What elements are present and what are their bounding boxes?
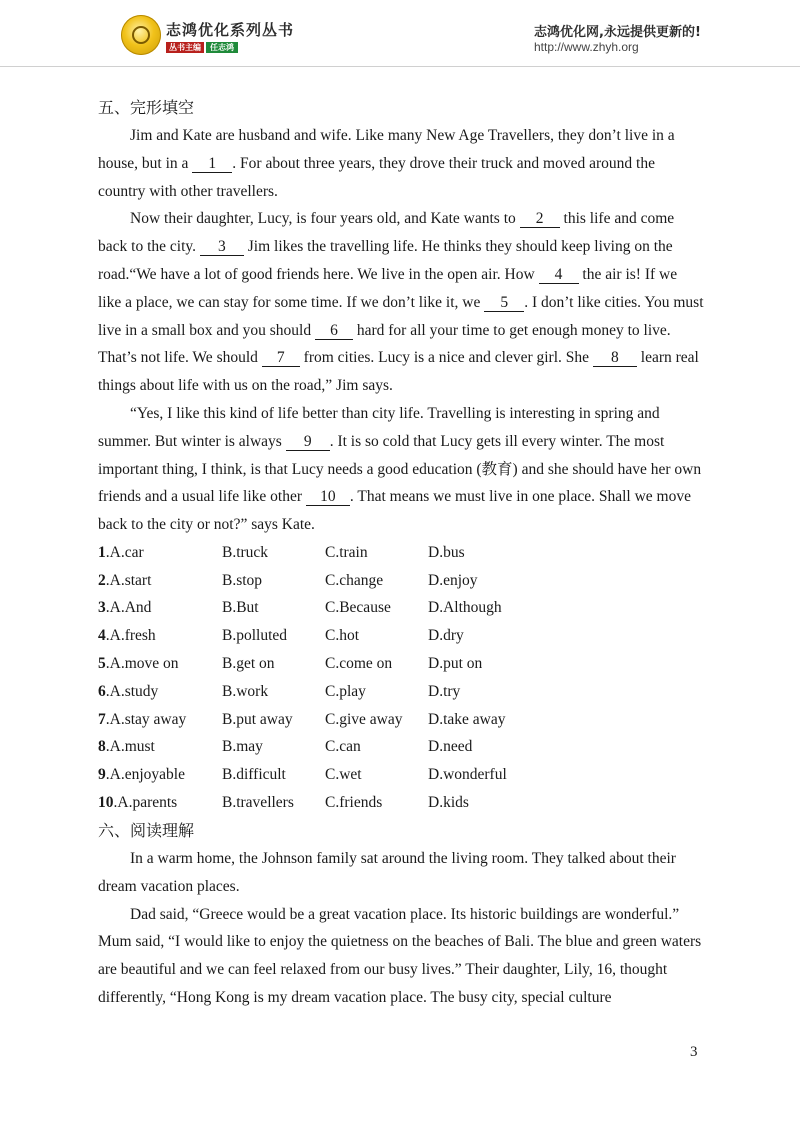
text-run: the air is! If we like a place, we can stay for some time. If we don’t like it, we — [98, 265, 678, 311]
question-row — [98, 595, 548, 623]
option-d: D.take away — [428, 710, 506, 728]
blank-6: 6 — [315, 322, 353, 340]
question-row — [98, 761, 548, 789]
option-a-text: .A.And — [105, 599, 152, 617]
text-run: . It is so cold that Lucy gets ill every winter. The most important thing, I think, is that Lucy needs a good education (教育) and she should have her own friends and a usual life like other — [98, 432, 702, 506]
text-run: Jim likes the travelling life. He thinks they should keep living on the road.“We have a lot of good friends here. We live in the open air. How — [98, 238, 673, 283]
option-b: B.But — [222, 599, 259, 617]
question-row — [98, 678, 548, 706]
option-c: C.train — [325, 543, 368, 561]
question-row — [98, 650, 548, 678]
option-b: B.travellers — [222, 794, 294, 812]
option-c: C.Because — [325, 599, 391, 617]
option-b: B.work — [222, 682, 269, 700]
option-a — [98, 706, 222, 734]
option-d: D.wonderful — [428, 766, 507, 784]
text-run: hard for all your time to get enough money to live. That’s not life. We should — [98, 321, 671, 367]
blank-3: 3 — [200, 238, 244, 256]
text-run: learn real things about life with us on the road,” Jim says. — [98, 349, 699, 395]
option-b: B.may — [222, 738, 263, 756]
question-number: 3 — [98, 599, 106, 617]
question-number: 6 — [98, 682, 106, 700]
editor-name: 任志鸿 — [206, 42, 238, 53]
question-number: 2 — [98, 571, 106, 589]
option-a — [98, 789, 222, 817]
option-a — [98, 761, 222, 789]
option-d: D.dry — [428, 627, 464, 645]
option-c: C.hot — [325, 627, 360, 645]
option-c: C.friends — [325, 794, 383, 812]
option-a-text: .A.study — [105, 682, 159, 700]
series-title: 志鸿优化系列丛书 — [166, 21, 295, 39]
blank-4: 4 — [539, 266, 579, 284]
cloze-paragraph-1 — [98, 122, 704, 205]
text-run: Jim and Kate are husband and wife. Like many New Age Travellers, they don’t live in a house, but in a — [98, 127, 675, 172]
cloze-paragraph-2 — [98, 205, 704, 400]
header-slogan: 志鸿优化网,永远提供更新的! — [534, 25, 701, 40]
option-a — [98, 678, 222, 706]
cloze-paragraph-3 — [98, 400, 704, 539]
option-a-text: .A.car — [105, 543, 144, 561]
option-b: B.truck — [222, 543, 269, 561]
option-b: B.difficult — [222, 766, 286, 784]
option-a-text: .A.parents — [113, 794, 178, 812]
option-a-text: .A.stay away — [105, 710, 187, 728]
option-b: B.stop — [222, 571, 263, 589]
option-c: C.come on — [325, 655, 393, 673]
text-run: Now their daughter, Lucy, is four years old, and Kate wants to — [130, 210, 520, 228]
option-b: B.put away — [222, 710, 293, 728]
blank-9: 9 — [286, 433, 330, 451]
blank-7: 7 — [262, 349, 300, 367]
cloze-section-title: 五、完形填空 — [98, 98, 195, 117]
zhihong-logo-icon — [121, 15, 161, 55]
header-url: http://www.zhyh.org — [534, 40, 639, 54]
option-d: D.enjoy — [428, 571, 478, 589]
option-a — [98, 622, 222, 650]
option-a — [98, 650, 222, 678]
blank-8: 8 — [593, 349, 637, 367]
reading-paragraph-2: Dad said, “Greece would be a great vacation place. Its historic buildings are wonderful.” Mum said, “I would like to enjoy the quietness on the beaches of Bali. The blue and green waters are beautiful and we can feel relaxed from our busy lives.” Their daughter, Lily, 16, thought differently, “Hong Kong is my dream vacation place. The busy city, special culture — [98, 905, 702, 1006]
option-b: B.polluted — [222, 627, 288, 645]
question-number: 8 — [98, 738, 106, 756]
option-c: C.wet — [325, 766, 362, 784]
text-run: . That means we must live in one place. Shall we move back to the city or not?” says Kate. — [98, 488, 691, 534]
blank-5: 5 — [484, 294, 524, 312]
text-run: . I don’t like cities. You must live in a small box and you should — [98, 293, 704, 339]
option-d: D.put on — [428, 655, 483, 673]
question-row — [98, 789, 548, 817]
cloze-options-table — [98, 539, 548, 817]
option-a — [98, 734, 222, 762]
option-a-text: .A.enjoyable — [105, 766, 185, 784]
question-row — [98, 734, 548, 762]
question-number: 4 — [98, 627, 106, 645]
question-number: 10 — [98, 794, 114, 812]
text-run: “Yes, I like this kind of life better than city life. Travelling is interesting in spring and summer. But winter is always — [98, 404, 660, 450]
option-a-text: .A.start — [105, 571, 152, 589]
option-c: C.give away — [325, 710, 403, 728]
option-d: D.kids — [428, 794, 469, 812]
option-d: D.bus — [428, 543, 465, 561]
editor-label: 丛书主编 — [166, 42, 204, 53]
blank-1: 1 — [192, 155, 232, 173]
reading-paragraph-1: In a warm home, the Johnson family sat around the living room. They talked about their dream vacation places. — [98, 849, 676, 895]
option-c: C.change — [325, 571, 384, 589]
question-row — [98, 539, 548, 567]
option-c: C.can — [325, 738, 361, 756]
question-number: 5 — [98, 655, 106, 673]
text-run: from cities. Lucy is a nice and clever girl. She — [299, 349, 593, 367]
question-number: 9 — [98, 766, 106, 784]
blank-2: 2 — [520, 210, 560, 228]
page-header — [0, 0, 800, 68]
option-a — [98, 567, 222, 595]
option-c: C.play — [325, 682, 366, 700]
question-row — [98, 706, 548, 734]
question-row — [98, 622, 548, 650]
option-a-text: .A.move on — [105, 655, 179, 673]
editor-credit — [166, 42, 238, 54]
page-content — [98, 94, 704, 1012]
blank-10: 10 — [306, 488, 350, 506]
option-d: D.need — [428, 738, 473, 756]
option-a-text: .A.must — [105, 738, 155, 756]
option-a-text: .A.fresh — [105, 627, 156, 645]
question-number: 1 — [98, 543, 106, 561]
text-run: . For about three years, they drove their truck and moved around the country with other travellers. — [98, 154, 655, 200]
question-number: 7 — [98, 710, 106, 728]
option-a — [98, 595, 222, 623]
reading-section-title: 六、阅读理解 — [98, 820, 195, 840]
question-row — [98, 567, 548, 595]
option-d: D.try — [428, 682, 461, 700]
option-b: B.get on — [222, 655, 275, 673]
text-run: this life and come back to the city. — [98, 210, 675, 256]
option-a — [98, 539, 222, 567]
header-divider — [0, 66, 800, 67]
page-number: 3 — [690, 1044, 698, 1060]
option-d: D.Although — [428, 599, 502, 617]
